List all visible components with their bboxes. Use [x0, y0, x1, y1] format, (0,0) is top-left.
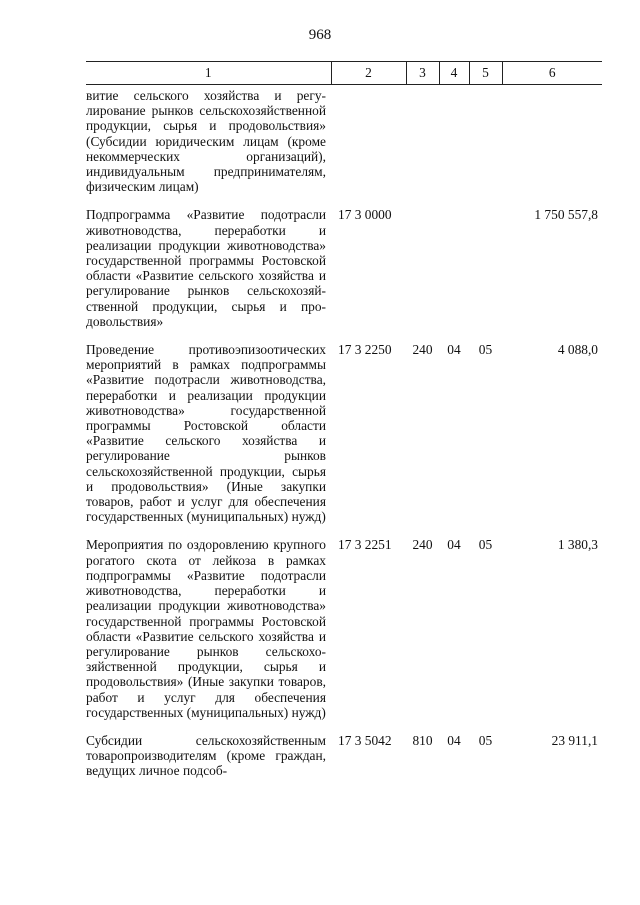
row-rz: 04	[447, 732, 461, 748]
row-rz: 04	[447, 537, 461, 553]
row-name: Мероприятия по оздоровлению крупного рогатого скота от лейкоза в рамках подпрограммы «Развитие подотрасли животноводства, переработки и реализации продукции животноводства» государственной программы Ростовской области «Развитие сельского хозяйства и регулирование рынков сельскохозяйственной продукции, сырья и продовольствия» (Иные закупки товаров, работ и услуг для обеспечения государственных (муниципальных) нужд)	[86, 537, 326, 720]
row-amount: 4 088,0	[557, 342, 598, 358]
row-pr	[469, 194, 502, 329]
row-amount: 1 380,3	[557, 537, 598, 553]
row-rz: 04	[447, 342, 461, 358]
budget-table	[86, 61, 602, 779]
row-rz	[439, 194, 469, 329]
row-name: Подпрограмма «Развитие подотрасли животноводства, переработки и реализации продукции животноводства» государственной программы Ростовской области «Развитие сельского хозяйства и регулирование рынков сельскохозяйственной продукции, сырья и продовольствия»	[86, 207, 326, 329]
table-row	[86, 720, 602, 779]
column-header: 1	[86, 62, 331, 85]
row-amount	[502, 85, 602, 195]
row-amount: 1 750 557,8	[534, 207, 598, 223]
table-row	[86, 194, 602, 329]
column-header: 4	[439, 62, 469, 85]
page-number: 968	[308, 27, 332, 43]
row-vr	[406, 194, 439, 329]
table-row	[86, 85, 602, 195]
table-row	[86, 329, 602, 524]
column-header: 2	[331, 62, 406, 85]
row-name: Субсидии сельскохозяйственным товаропроизводителям (кроме граждан, ведущих личное подсоб-	[86, 732, 326, 779]
column-header: 6	[502, 62, 602, 85]
row-code	[331, 85, 406, 195]
row-rz	[439, 85, 469, 195]
row-pr: 05	[478, 537, 493, 553]
column-header: 5	[469, 62, 502, 85]
row-name: витие сельского хозяйства и регулирование рынков сельскохозяйственной продукции, сырья и продовольствия» (Субсидии юридическим лицам (кроме некоммерческих организаций), индивидуальным предпринимателям, физическим лицам)	[86, 88, 326, 195]
row-code: 17 3 0000	[338, 207, 392, 223]
row-code: 17 3 2251	[338, 537, 392, 553]
row-amount: 23 911,1	[551, 732, 598, 748]
row-name: Проведение противоэпизоотических мероприятий в рамках подпрограммы «Развитие подотрасли животноводства, переработки и реализации продукции животноводства» государственной программы Ростовской области «Развитие сельского хозяйства и регулирование рынков сельскохозяйственной продукции, сырья и продовольствия» (Иные закупки товаров, работ и услуг для обеспечения государственных (муниципальных) нужд)	[86, 342, 326, 525]
row-vr: 240	[412, 537, 433, 553]
row-code: 17 3 5042	[338, 732, 392, 748]
row-vr: 810	[412, 732, 433, 748]
row-pr	[469, 85, 502, 195]
row-vr	[406, 85, 439, 195]
row-code: 17 3 2250	[338, 342, 392, 358]
row-vr: 240	[412, 342, 433, 358]
row-pr: 05	[478, 342, 493, 358]
column-header: 3	[406, 62, 439, 85]
table-header-row	[86, 62, 602, 85]
table-row	[86, 524, 602, 719]
row-pr: 05	[478, 732, 493, 748]
